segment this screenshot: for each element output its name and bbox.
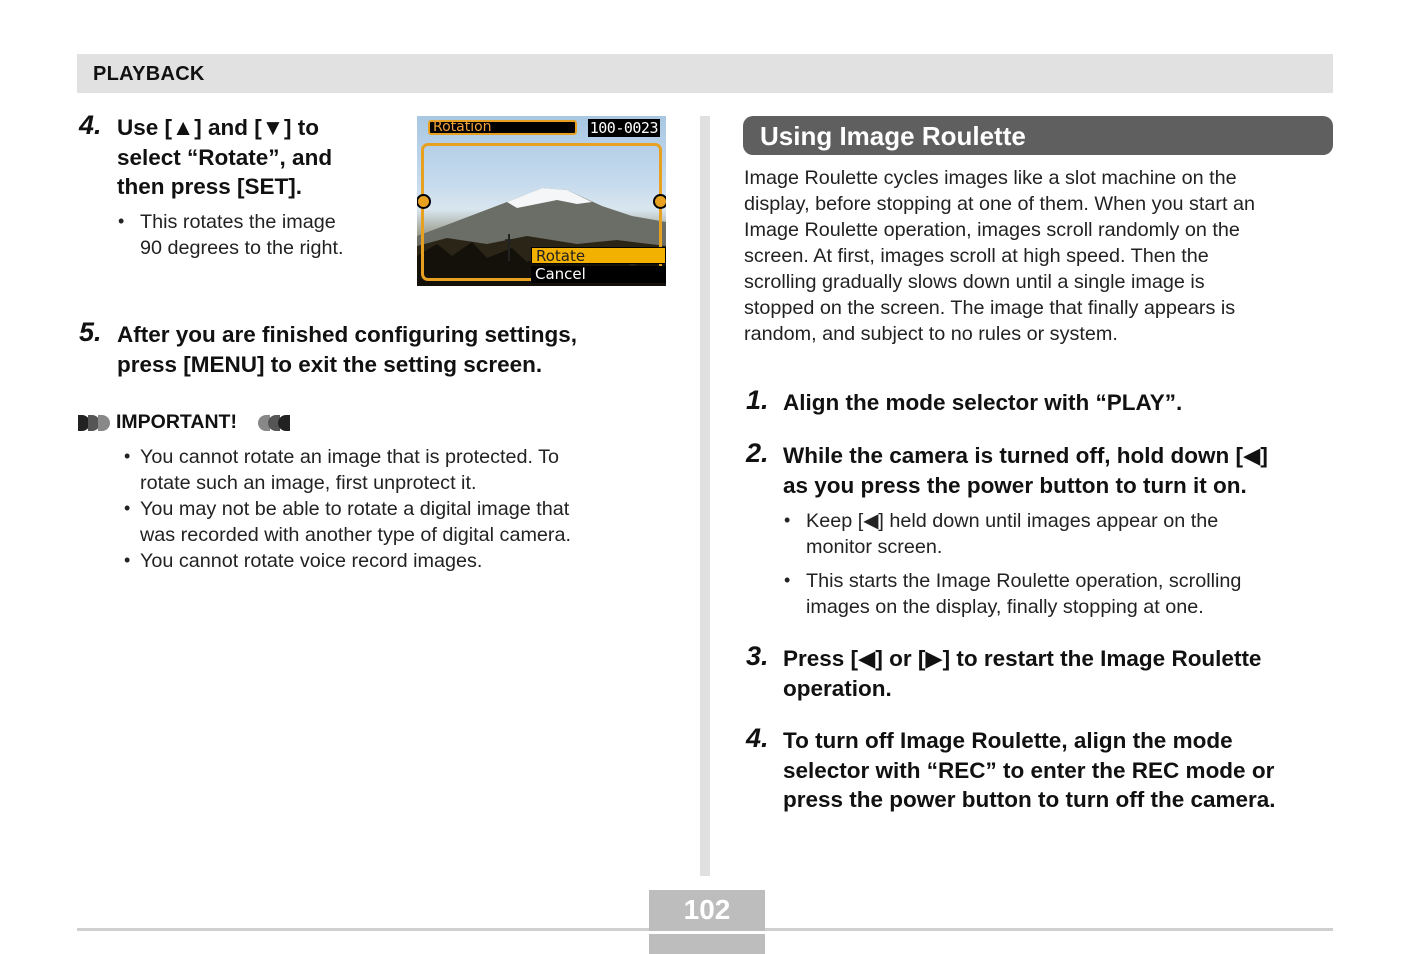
right-arrow-icon — [653, 194, 666, 209]
important-bullet-line: You cannot rotate voice record images. — [140, 550, 483, 572]
step-5-number: 5. — [79, 317, 102, 347]
bullet-dot: • — [784, 570, 791, 590]
bullet-dot: • — [124, 498, 131, 518]
roulette-step-3-number: 3. — [746, 641, 769, 671]
roulette-step-4-number: 4. — [746, 723, 769, 753]
roulette-step-2-line: as you press the power button to turn it on. — [783, 472, 1247, 498]
section-header-label: PLAYBACK — [93, 63, 205, 85]
section-header — [77, 54, 1333, 93]
important-bullet-line: You may not be able to rotate a digital image that — [140, 498, 570, 520]
intro-paragraph — [744, 165, 1255, 347]
bullet-dot: • — [124, 550, 131, 570]
intro-line: display, before stopping at one of them. When you start an — [744, 193, 1255, 215]
bullet-dot: • — [118, 211, 125, 231]
section-title: Using Image Roulette — [760, 121, 1026, 151]
page-number-box — [649, 890, 765, 954]
important-bullet-2 — [140, 496, 571, 548]
step-5-text — [117, 320, 577, 379]
important-bullet-line: You cannot rotate an image that is protected. To — [140, 446, 559, 468]
intro-line: Image Roulette cycles images like a slot machine on the — [744, 167, 1237, 189]
step-4-number: 4. — [79, 110, 102, 140]
camera-screen-image — [417, 116, 666, 286]
roulette-note-line: This starts the Image Roulette operation, scrolling — [806, 570, 1242, 592]
menu-item-cancel[interactable]: Cancel — [531, 266, 666, 283]
step-4-note-line: This rotates the image — [140, 211, 336, 233]
step-4-note — [140, 209, 343, 261]
important-bullet-line: was recorded with another type of digital camera. — [140, 524, 572, 546]
roulette-step-4-line: selector with “REC” to enter the REC mode or — [783, 757, 1275, 783]
important-bullet-1 — [140, 444, 559, 496]
bullet-dot: • — [124, 446, 131, 466]
important-bullet-3 — [140, 548, 482, 574]
intro-line: scrolling gradually slows down until a single image is — [744, 271, 1205, 293]
section-title-bar — [743, 116, 1333, 155]
bullet-dot: • — [784, 510, 791, 530]
step-4-line: Use [▲] and [▼] to — [117, 115, 320, 140]
important-label: IMPORTANT! — [116, 411, 237, 433]
intro-line: Image Roulette operation, images scroll randomly on the — [744, 219, 1240, 241]
roulette-step-4-text — [783, 726, 1276, 815]
roulette-step-4-line: press the power button to turn off the camera. — [783, 787, 1276, 812]
page-box-rule — [649, 931, 765, 934]
important-right-marker-icon — [258, 414, 292, 432]
intro-line: stopped on the screen. The image that finally appears is — [744, 297, 1236, 319]
page-number: 102 — [683, 894, 731, 925]
roulette-step-2-line: While the camera is turned off, hold down [◀] — [783, 443, 1268, 468]
roulette-step-1-line: Align the mode selector with “PLAY”. — [783, 390, 1183, 415]
rotation-title-label: Rotation — [433, 119, 492, 135]
step-4-text — [117, 113, 332, 202]
roulette-step-1-number: 1. — [746, 385, 769, 415]
file-number: 100-0023 — [589, 119, 658, 137]
step-4-line: select “Rotate”, and — [117, 144, 333, 170]
roulette-step-2-number: 2. — [746, 438, 769, 468]
intro-line: random, and subject to no rules or system. — [744, 323, 1118, 345]
roulette-step-3-line: Press [◀] or [▶] to restart the Image Roulette — [783, 646, 1262, 671]
important-left-marker-icon — [77, 414, 111, 432]
roulette-step-3-text — [783, 644, 1261, 703]
roulette-step-4-line: To turn off Image Roulette, align the mode — [783, 728, 1233, 753]
roulette-step-1-text — [783, 388, 1182, 418]
intro-line: screen. At first, images scroll at high speed. Then the — [744, 245, 1209, 267]
step-4-note-line: 90 degrees to the right. — [140, 237, 344, 259]
roulette-note-line: Keep [◀] held down until images appear on the — [806, 510, 1219, 532]
roulette-step-3-line: operation. — [783, 675, 892, 701]
roulette-note-line: images on the display, finally stopping at one. — [806, 596, 1204, 618]
column-divider — [700, 116, 710, 876]
roulette-step-2-text — [783, 441, 1268, 500]
roulette-note-line: monitor screen. — [806, 536, 943, 558]
roulette-step-2-note-1 — [806, 508, 1218, 560]
menu-item-rotate[interactable]: Rotate — [531, 247, 666, 264]
step-4-line: then press [SET]. — [117, 174, 303, 199]
roulette-step-2-note-2 — [806, 568, 1241, 620]
step-5-line: press [MENU] to exit the setting screen. — [117, 351, 543, 377]
step-5-line: After you are finished configuring settings, — [117, 322, 578, 347]
important-bullet-line: rotate such an image, first unprotect it. — [140, 472, 477, 494]
